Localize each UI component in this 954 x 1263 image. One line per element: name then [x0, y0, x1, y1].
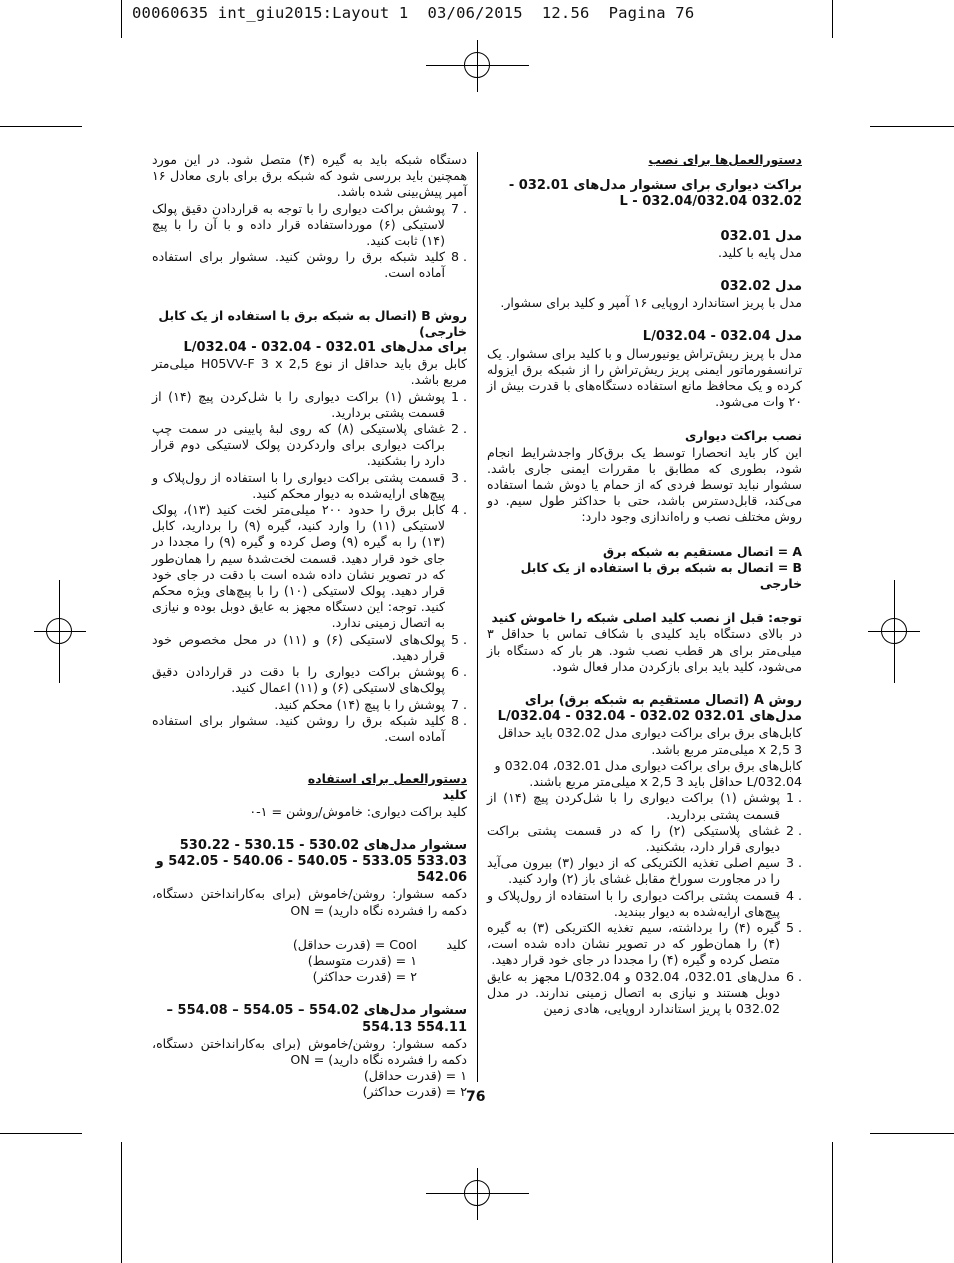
step-text: پوشش (۱) براکت دیواری را با شل‌کردن پیچ (۱۴) از قسمت پشتی بردارید.	[487, 790, 780, 822]
list-item	[152, 421, 467, 470]
hairdryer-button-text: دکمه سشوار: روشن/خاموش (برای به‌کارانداختن دستگاه، دکمه را فشرده نگاه دارید) = ON	[152, 1035, 467, 1067]
step-text: پوشش را با پیچ (۱۴) محکم کنید.	[274, 696, 445, 712]
hairdryer-models-heading: سشوار مدل‌های 554.02 – 554.05 – 554.08 – 554.11 554.13	[166, 1003, 467, 1035]
page-number: 76	[466, 1089, 486, 1105]
model-heading: مدل 032.02	[720, 279, 802, 295]
step-text: پولک‌های لاستیکی (۶) و (۱۱) در محل مخصوص خود قرار دهید.	[152, 631, 445, 663]
step-text: قسمت پشتی براکت دیواری را با استفاده از رول‌پلاک و پیچ‌های ارایه‌شده به دیوار ببندید.	[487, 887, 780, 919]
list-item	[152, 632, 467, 664]
step-text: کلید شبکه برق را روشن کنید. سشوار برای استفاده آماده است.	[152, 712, 445, 744]
switch-label: کلید	[446, 936, 467, 952]
model-heading: مدل 032.01	[720, 228, 802, 244]
method-a-line: A = اتصال مستقیم به شبکه برق	[603, 543, 802, 559]
step-number: . 5	[450, 631, 467, 647]
list-item	[152, 470, 467, 502]
list-item	[487, 790, 802, 822]
installation-heading: نصب براکت دیواری	[684, 428, 802, 444]
step-number: . 6	[450, 664, 467, 680]
step-number: . 7	[450, 696, 467, 712]
method-b-steps	[152, 389, 467, 745]
crop-mark	[870, 126, 954, 127]
step-text: غشای پلاستیکی (۸) که روی لبهٔ پایینی در سمت چپ براکت دیواری برای واردکردن پولک لاستیکی دوم قرار دارد را بشکنید.	[152, 421, 445, 469]
switch-heading: کلید	[442, 787, 467, 803]
right-column	[487, 152, 802, 1017]
crop-mark	[832, 0, 833, 38]
list-item	[487, 920, 802, 969]
power-settings-list	[177, 937, 417, 986]
continued-steps	[152, 201, 467, 282]
warning-heading: توجه: قبل از نصب کلید اصلی شبکه را خاموش کنید	[491, 610, 802, 626]
step-text: کلید شبکه برق را روشن کنید. سشوار برای استفاده آماده است.	[152, 249, 445, 281]
list-item	[152, 201, 467, 250]
method-a-heading: روش A (اتصال مستقیم به شبکه برق) برای مدل‌های 032.01 032.02 - 032.04 - 032.04/L	[497, 693, 802, 725]
step-number: . 6	[785, 968, 802, 984]
crop-mark	[121, 0, 122, 38]
column-divider	[477, 152, 478, 1082]
method-a-steps	[487, 790, 802, 1017]
list-item	[152, 249, 467, 281]
print-slug: 00060635 int_giu2015:Layout 1 03/06/2015 12.56 Pagina 76	[132, 4, 695, 22]
step-number: . 4	[785, 887, 802, 903]
hairdryer-models-heading: سشوار مدل‌های 530.02 - 530.15 - 530.22 533.03 533.05 - 540.05 - 540.06 - 542.05 و 542.06	[155, 837, 467, 886]
step-number: . 2	[785, 822, 802, 838]
usage-heading: دستورالعمل برای استفاده	[307, 771, 467, 787]
continued-text: دستگاه شبکه باید به گیره (۴) متصل شود. در این مورد همچنین باید بررسی شود که شبکه برق برای باری معادل ۱۶ آمپر پیش‌بینی شده باشد.	[152, 152, 467, 200]
step-text: پوشش براکت دیواری را با دقت در قراردادن دقیق پولک‌های لاستیکی (۶) و (۱۱) اعمال کنید.	[152, 664, 445, 696]
crop-mark	[0, 1133, 82, 1134]
crop-mark	[121, 1142, 122, 1263]
step-text: سیم اصلی تغذیه الکتریکی که از دیوار (۳) بیرون می‌آید را در مجاورت سوراخ مقابل غشای باز (۲) وارد کنید.	[487, 855, 780, 887]
step-number: . 8	[450, 249, 467, 265]
method-a-intro: کابل‌های برق برای براکت دیواری مدل 032.02 باید حداقل 3 x 2,5 میلی‌متر مربع باشد.	[497, 725, 802, 757]
method-b-models: برای مدل‌های 032.01 - 032.04 - 032.04/L	[183, 340, 467, 356]
method-a-intro: کابل‌های برق برای براکت دیواری مدل 032.01، 032.04 و 032.04/L حداقل باید 3 x 2,5 میلی‌متر مربع باشند.	[494, 757, 802, 790]
crop-mark	[870, 1133, 954, 1134]
list-item	[152, 713, 467, 745]
power-setting: ۱ = (قدرت حداقل)	[363, 1068, 467, 1084]
section-title: دستورالعمل‌ها برای نصب	[648, 152, 802, 167]
installation-text: این کار باید انحصارا توسط یک برق‌کار واجدشرایط انجام شود، بطوری که مطابق با مقررات ایمنی جاری باشد. سشوار نباید توسط فردی که از حمام یا دوش شما استفاده می‌کند، قابل‌دسترس باشد، حتی با حداکثر طول سیم. دو روش مختلف نصب و راه‌اندازی وجود دارد:	[487, 444, 802, 525]
step-number: . 5	[785, 919, 802, 935]
list-item	[152, 697, 467, 713]
step-number: . 3	[785, 855, 802, 871]
hairdryer-button-text: دکمه سشوار: روشن/خاموش (برای به‌کارانداختن دستگاه، دکمه را فشرده نگاه دارید) = ON	[152, 886, 467, 918]
step-text: غشای پلاستیکی (۲) را که در قسمت پشتی براکت دیواری قرار دارد، بشکنید.	[487, 822, 780, 854]
step-number: . 4	[450, 502, 467, 518]
step-number: . 7	[450, 200, 467, 216]
list-item	[152, 664, 467, 696]
step-number: . 8	[450, 712, 467, 728]
power-setting: ۲ = (قدرت حداکثر)	[312, 969, 417, 985]
bracket-subtitle: براکت دیواری برای سشوار مدل‌های 032.01 - 032.02 032.04/L - 032.04	[508, 178, 802, 210]
list-item	[487, 969, 802, 1018]
crop-mark	[832, 1142, 833, 1263]
list-item	[487, 888, 802, 920]
model-text: مدل پایه با کلید.	[717, 244, 802, 260]
step-text: پوشش (۱) براکت دیواری را با شل‌کردن پیچ (۱۴) از قسمت پشتی بردارید.	[152, 388, 445, 420]
warning-text: در بالای دستگاه باید کلیدی با شکاف تماس با حداقل ۳ میلی‌متر برای هر قطب نصب شود. هر بار که دستگاه باز می‌شود، کلید باید برای بازکردن مدار فعال شود.	[487, 626, 802, 674]
method-b-line: B = اتصال به شبکه برق با استفاده از یک کابل خارجی	[520, 559, 802, 592]
crop-mark	[0, 126, 82, 127]
step-number: . 2	[450, 421, 467, 437]
left-column	[152, 152, 467, 1101]
step-text: قسمت پشتی براکت دیواری را با استفاده از رول‌پلاک و پیچ‌های ارایه‌شده به دیوار محکم کنید.	[152, 469, 445, 501]
power-settings	[152, 937, 467, 986]
step-text: گیره (۴) را برداشته، سیم تغذیه الکتریکی (۳) به گیره (۴) را همان‌طور که در تصویر نشان داده شده است، متصل کرده و گیره (۴) را مجددا در جای خود قرار دهید.	[487, 919, 780, 968]
power-setting: ۱ = (قدرت متوسط)	[307, 952, 417, 968]
model-heading: مدل 032.04 - 032.04/L	[642, 329, 802, 345]
switch-text: کلید براکت دیواری: خاموش/روشن = ۱-۰	[249, 803, 467, 819]
model-text: مدل با پریز استاندارد اروپایی ۱۶ آمپر و کلید برای سشوار.	[500, 295, 802, 311]
model-text: مدل با پریز ریش‌تراش یونیورسال و با کلید برای سشوار. یک ترانسفورماتور ایمنی پریز ریش‌تراش را از شبکه برق ایزوله کرده و یک محافظ مانع استفاده دستگاه‌های با قدرت بیش از ۲۰ وات می‌شود.	[487, 345, 802, 410]
step-number: . 3	[450, 469, 467, 485]
step-text: کابل برق را حدود ۲۰۰ میلی‌متر لخت کنید (۱۳)، پولک لاستیکی (۱۱) را وارد کنید، گیره (۹) را بردارید، کابل (۱۳) را به گیره (۹) وصل کرده و گیره (۹) را مجددا در جای خود قرار دهید. قسمت لخت‌شدهٔ سیم را همان‌طور که در تصویر نشان داده شده است با دقت در جای خود قرار دهید. پولک لاستیکی (۱۰) را با پیچ‌های ویژه محکم کنید. توجه: این دستگاه مجهز به عایق دوبل بوده و نیازی به اتصال زمینی ندارد.	[152, 502, 446, 631]
step-number: . 1	[450, 388, 467, 404]
method-b-intro: کابل برق باید حداقل از نوع H05VV-F 3 x 2,5 میلی‌متر مربع باشد.	[152, 356, 468, 388]
step-text: مدل‌های 032.01، 032.04 و 032.04/L مجهز به عایق دوبل هستند و نیازی به اتصال زمینی ندارند. در مدل 032.02 با پریز استاندارد اروپایی، هادی زمین	[487, 968, 780, 1016]
list-item	[152, 502, 467, 632]
method-b-heading: روش B (اتصال به شبکه برق با استفاده از یک کابل خارجی)	[158, 307, 467, 339]
list-item	[152, 389, 467, 421]
power-setting: Cool = (قدرت حداقل)	[292, 936, 417, 952]
step-text: پوشش براکت دیواری را با توجه به قراردادن دقیق پولک لاستیکی (۶) مورداستفاده قرار داده و با آن را با پیچ (۱۴) ثابت کنید.	[152, 200, 445, 249]
step-number: . 1	[785, 790, 802, 806]
power-setting: ۲ = (قدرت حداکثر)	[362, 1084, 467, 1100]
list-item	[487, 823, 802, 855]
list-item	[487, 855, 802, 887]
